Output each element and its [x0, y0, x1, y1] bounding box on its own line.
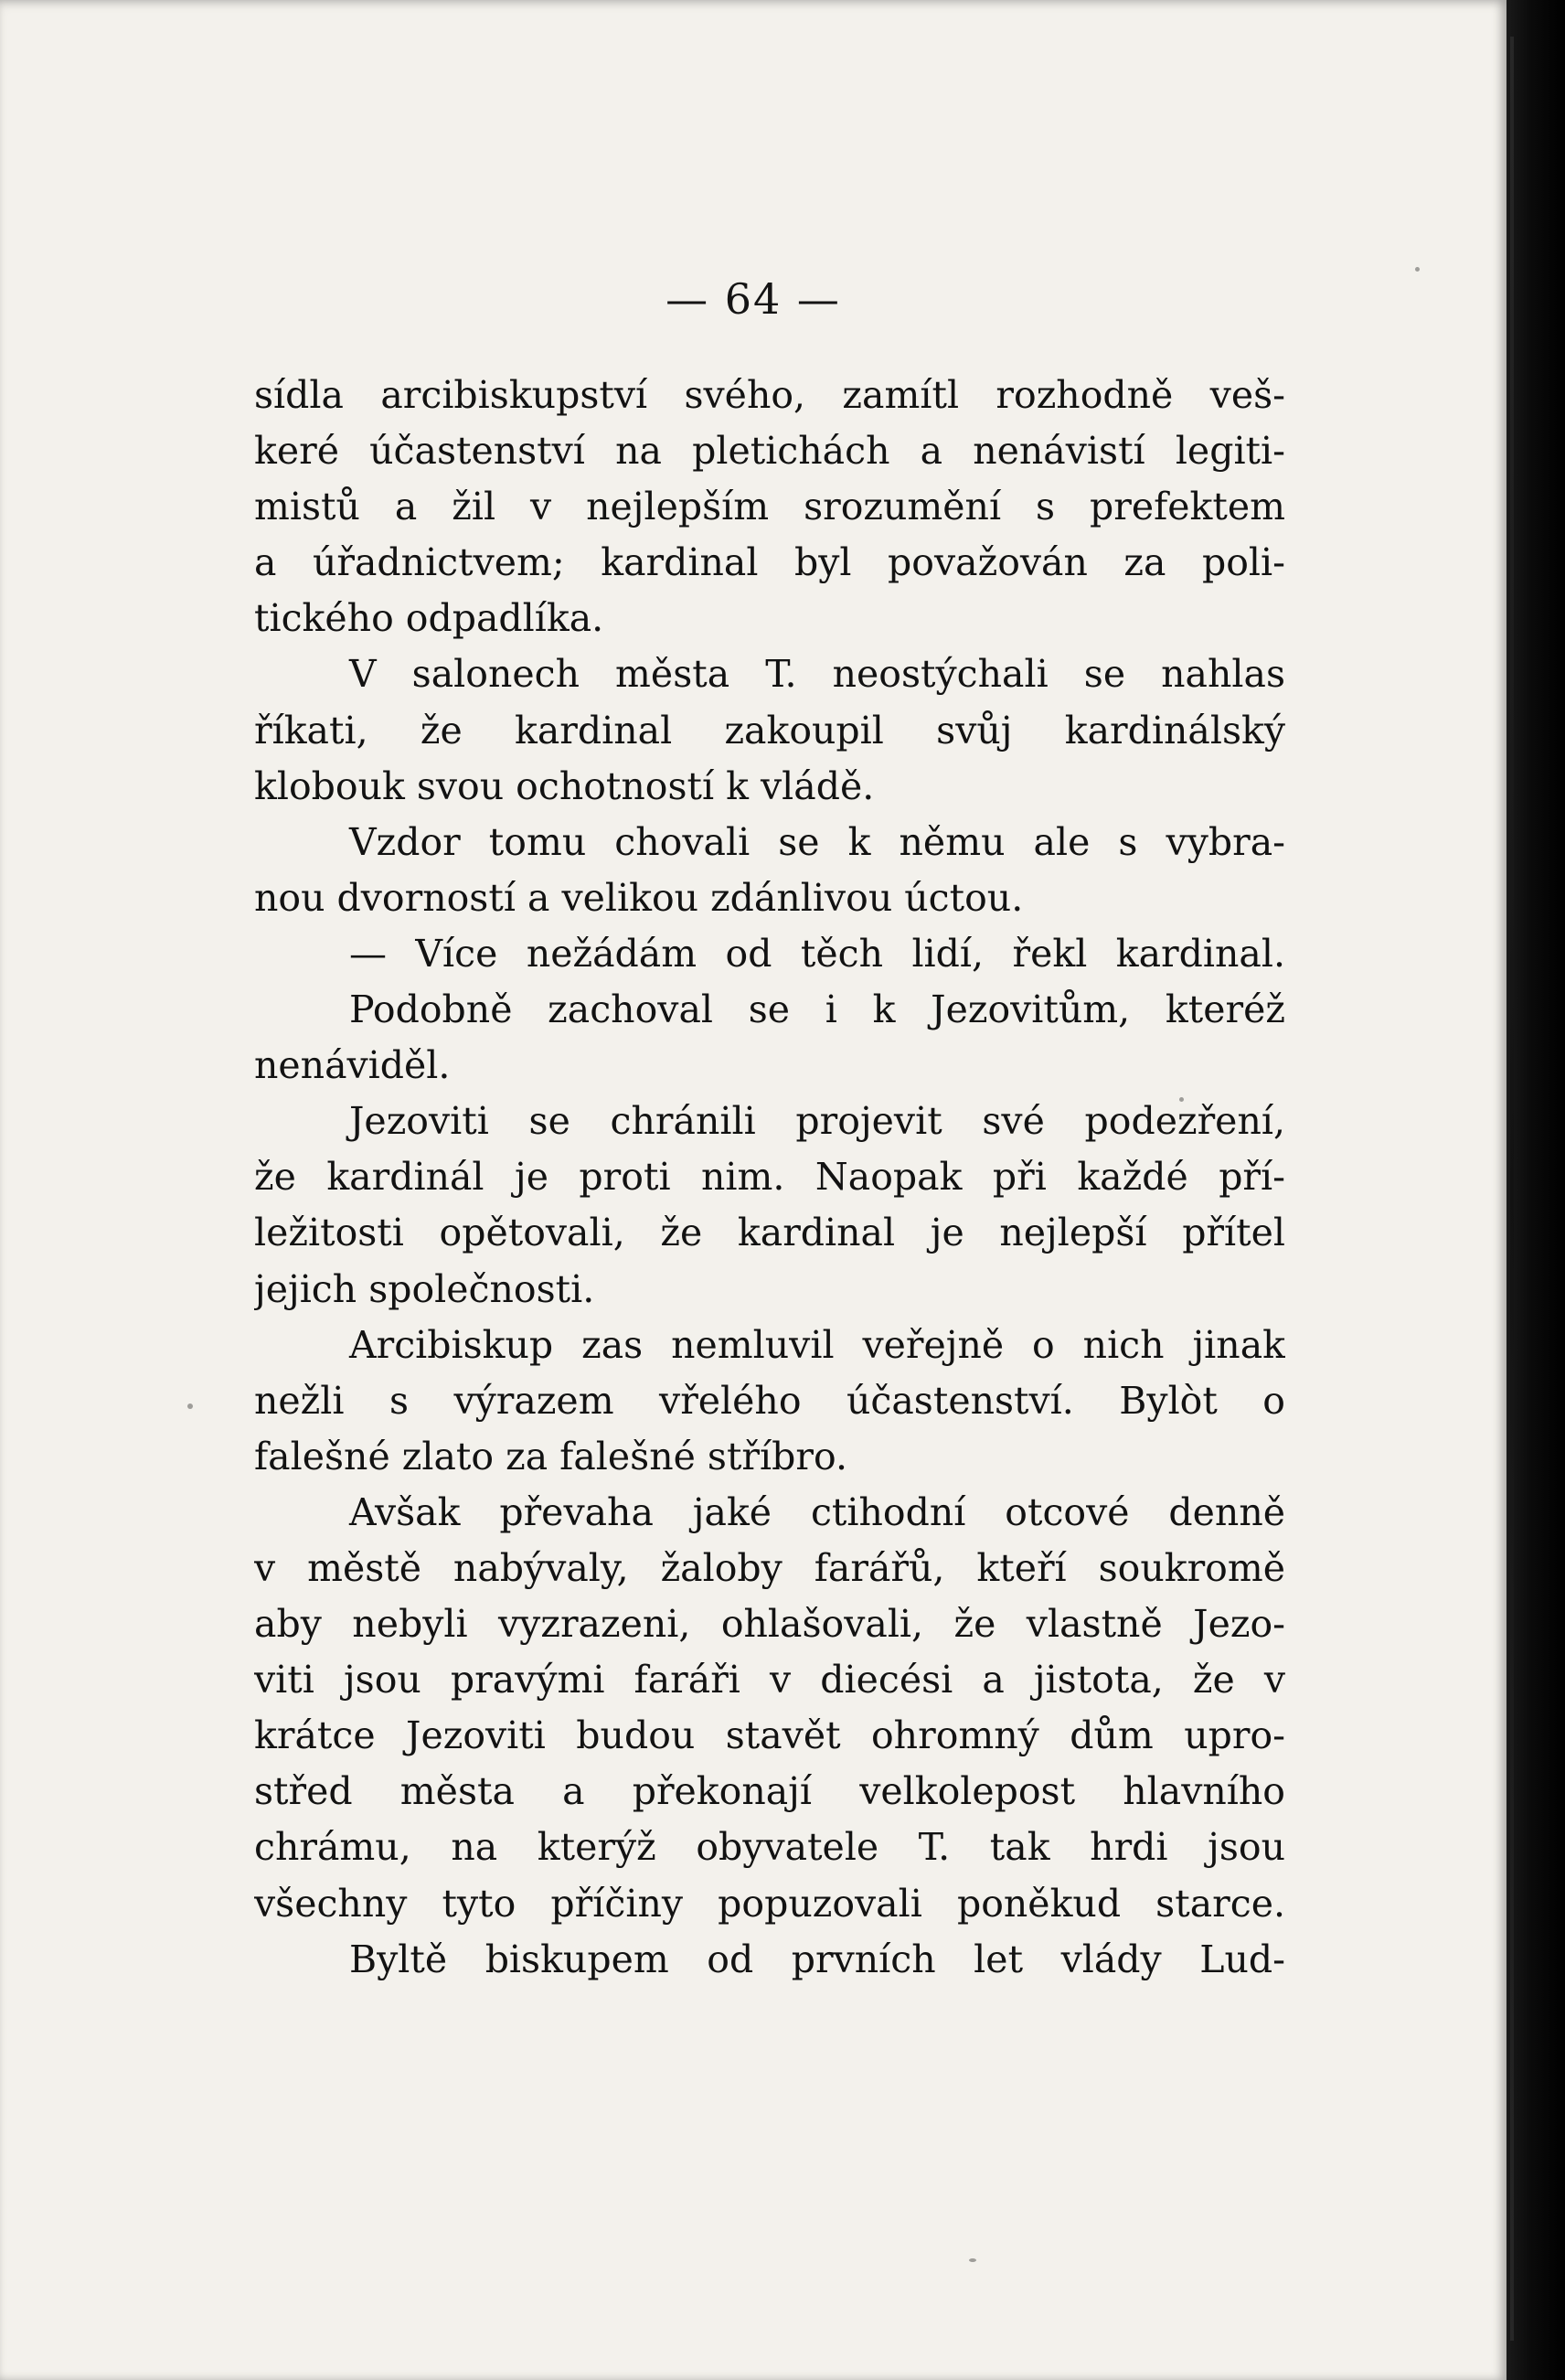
page-number: — 64 —	[665, 274, 841, 324]
text-line: říkati, že kardinal zakoupil svůj kardinálský	[254, 708, 1285, 752]
text-line: V salonech města T. neostýchali se nahlas	[349, 652, 1285, 697]
text-line: klobouk svou ochotností k vládě.	[254, 763, 875, 808]
text-line: všechny tyto příčiny popuzovali poněkud starce.	[254, 1881, 1285, 1926]
text-line: viti jsou pravými faráři v diecési a jistota, že v	[254, 1658, 1285, 1702]
text-line: a úřadnictvem; kardinal byl považován za poli-	[254, 540, 1285, 585]
text-line: falešné zlato za falešné stříbro.	[254, 1434, 847, 1478]
page-edge-shadow	[1510, 37, 1514, 2341]
text-line: tického odpadlíka.	[254, 596, 604, 641]
print-speck	[187, 1403, 193, 1409]
text-line: chrámu, na kterýž obyvatele T. tak hrdi jsou	[254, 1825, 1285, 1870]
text-line: Podobně zachoval se i k Jezovitům, kteréž	[349, 987, 1285, 1032]
text-line: nenáviděl.	[254, 1043, 451, 1088]
text-line: krátce Jezoviti budou stavět ohromný dům upro-	[254, 1713, 1285, 1758]
text-line: v městě nabývaly, žaloby farářů, kteří soukromě	[254, 1545, 1285, 1590]
print-speck	[1415, 267, 1420, 272]
body-text	[254, 368, 1285, 1988]
text-line: Jezoviti se chránili projevit své podezření,	[349, 1099, 1285, 1144]
text-line: nou dvorností a velikou zdánlivou úctou.	[254, 875, 1024, 920]
text-line: že kardinál je proti nim. Naopak při každé pří-	[254, 1155, 1285, 1200]
text-line: sídla arcibiskupství svého, zamítl rozhodně veš-	[254, 373, 1285, 417]
scan-border	[1506, 0, 1565, 2380]
text-line: jejich společnosti.	[254, 1266, 595, 1311]
text-line: keré účastenství na pletichách a nenávistí legiti-	[254, 429, 1285, 474]
text-line: střed města a překonají velkolepost hlavního	[254, 1769, 1285, 1814]
text-line: mistů a žil v nejlepším srozumění s prefektem	[254, 485, 1285, 529]
text-line: aby nebyli vyzrazeni, ohlašovali, že vlastně Jezo-	[254, 1602, 1285, 1647]
text-line: Byltě biskupem od prvních let vlády Lud-	[349, 1937, 1285, 1981]
text-line: ležitosti opětovali, že kardinal je nejlepší přítel	[254, 1211, 1285, 1255]
print-speck	[969, 2258, 976, 2262]
text-line: nežli s výrazem vřelého účastenství. Bylòt o	[254, 1378, 1285, 1423]
text-line: Vzdor tomu chovali se k němu ale s vybra-	[349, 819, 1285, 864]
text-line: — Více nežádám od těch lidí, řekl kardinal.	[349, 931, 1285, 976]
text-line: Avšak převaha jaké ctihodní otcové denně	[349, 1489, 1285, 1534]
text-line: Arcibiskup zas nemluvil veřejně o nich jinak	[349, 1322, 1285, 1367]
print-speck	[1179, 1097, 1184, 1102]
